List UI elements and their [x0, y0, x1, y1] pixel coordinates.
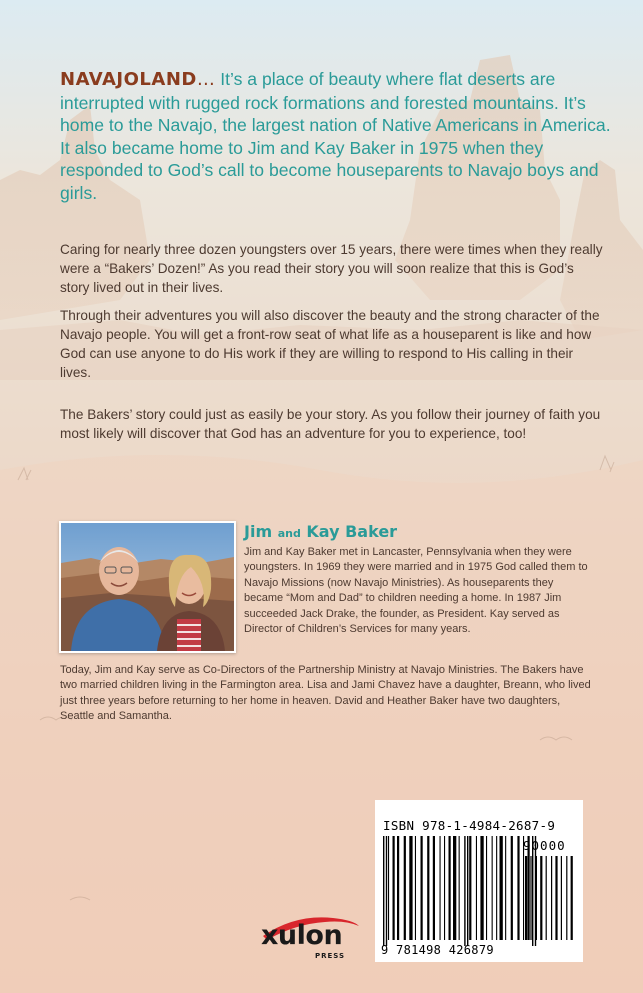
- isbn-text: ISBN 978-1-4984-2687-9: [383, 818, 556, 833]
- author-photo: [59, 521, 236, 653]
- price-code: 90000: [523, 838, 566, 853]
- barcode-digits: 9 781498 426879: [381, 943, 494, 957]
- author-bio: Jim and Kay Baker met in Lancaster, Pennsylvania when they were youngsters. In 1969 they were married and in 1975 God called them to Navajo Missions (now Navajo Ministries). As houseparents they became “Mom and Dad” to children needing a home. In 1987 Jim succeeded Jack Drake, the founder, as President. Kay served as Director of Children’s Services for many years.: [244, 546, 588, 636]
- intro-ellipsis: …: [196, 69, 216, 90]
- author-name-heading: [244, 522, 397, 541]
- publisher-sub: PRESS: [315, 952, 346, 960]
- intro-paragraph: [60, 68, 620, 204]
- barcode-box: [375, 800, 583, 962]
- author-last-name: Kay Baker: [306, 522, 398, 541]
- navajoland-heading: NAVAJOLAND: [60, 69, 197, 90]
- paragraph-1: Caring for nearly three dozen youngsters over 15 years, there were times when they really were a “Bakers’ Dozen!” As you read their story you will soon realize that this is God’s story lived out in their lives.: [60, 242, 603, 295]
- today-paragraph: Today, Jim and Kay serve as Co-Directors of the Partnership Ministry at Navajo Ministries. The Bakers have two married children living in the Farmington area. Lisa and Jami Chavez have a daughter, Breann, who lived just three years before returning to her home in heaven. David and Heather Baker have two daughters, Seattle and Samantha.: [60, 664, 591, 723]
- author-first-name: Jim: [244, 522, 273, 541]
- xulon-press-logo: [255, 908, 365, 963]
- publisher-name: xulon: [261, 920, 343, 951]
- paragraph-2: Through their adventures you will also discover the beauty and the strong character of the Navajo people. You will get a front-row seat of what life as a houseparent is like and how God can use anyone to do His work if they are willing to respond to His calling in their lives.: [60, 308, 600, 380]
- barcode-bars: [375, 800, 583, 962]
- author-name-connector: and: [277, 527, 301, 540]
- paragraph-3: The Bakers’ story could just as easily be your story. As you follow their journey of faith you most likely will discover that God has an adventure for you to experience, too!: [60, 407, 601, 441]
- intro-text: It’s a place of beauty where flat deserts are interrupted with rugged rock formations and forested mountains. It’s home to the Navajo, the largest nation of Native Americans in America. It also became home to Jim and Kay Baker in 1975 when they responded to God’s call to become houseparents to Navajo boys and girls.: [60, 69, 611, 203]
